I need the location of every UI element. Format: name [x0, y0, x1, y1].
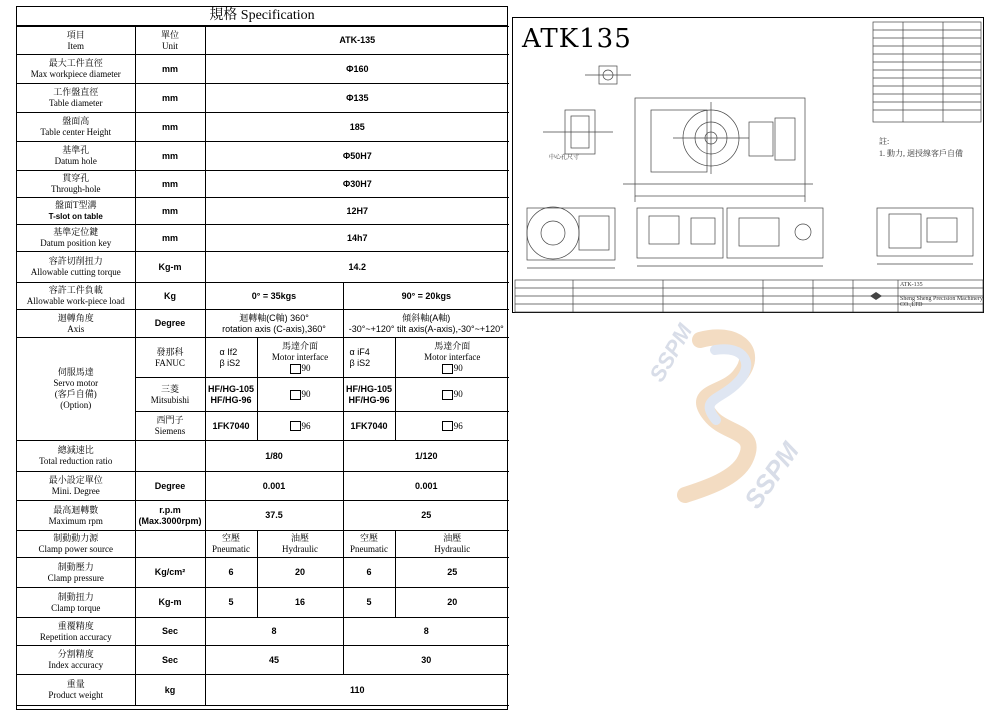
- table-row: 最大工件直徑 Max workpiece diameter mm Φ160: [17, 55, 509, 84]
- drawing-caption: 中心孔尺寸: [549, 155, 580, 161]
- table-row: 容許工件負載 Allowable work-piece load Kg 0° = 35kgs 90° = 20kgs: [17, 283, 509, 310]
- table-row: 最高迴轉數 Maximum rpm r.p.m (Max.3000rpm) 37.5 25: [17, 501, 509, 531]
- model-name: ATK-135: [205, 27, 509, 55]
- checkbox-icon: [290, 390, 301, 400]
- spec-title: 規格 Specification: [17, 7, 507, 26]
- table-row: 制動扭力 Clamp torque Kg-m 5 16 5 20: [17, 588, 509, 618]
- drawing-title: ATK135: [522, 24, 632, 54]
- table-row: 重覆精度 Repetition accuracy Sec 8 8: [17, 618, 509, 646]
- table-row: 最小設定單位 Mini. Degree Degree 0.001 0.001: [17, 472, 509, 501]
- table-row: 分割精度 Index accuracy Sec 45 30: [17, 646, 509, 675]
- checkbox-icon: [442, 364, 453, 374]
- table-row: 伺服馬達 Servo motor (客戶自備) (Option) 發那科 FANUC α If2 β iS2 馬達介面 Motor interface 90 α iF4 β iS2 馬達介面 Motor interface 90: [17, 338, 509, 378]
- specification-sheet: [16, 6, 508, 710]
- spec-table: [17, 26, 509, 706]
- checkbox-icon: [290, 421, 301, 431]
- checkbox-icon: [442, 390, 453, 400]
- drawing-code: ATK-135: [900, 282, 923, 288]
- table-row: 總減速比 Total reduction ratio 1/80 1/120: [17, 441, 509, 472]
- drawing-note: 1. 動力, 迴授線客戶自備: [879, 149, 963, 158]
- table-row: 三菱 Mitsubishi HF/HG-105 HF/HG-96 90 HF/HG-105 HF/HG-96 90: [17, 378, 509, 412]
- checkbox-icon: [442, 421, 453, 431]
- table-row: 貫穿孔 Through-hole mm Φ30H7: [17, 171, 509, 198]
- header-unit: 單位: [160, 29, 179, 40]
- table-row: 項目 Item 單位 Unit ATK-135: [17, 27, 509, 55]
- header-item: 項目: [66, 29, 85, 40]
- table-row: 工作盤直徑 Table diameter mm Φ135: [17, 84, 509, 113]
- table-row: 基準孔 Datum hole mm Φ50H7: [17, 142, 509, 171]
- table-row: 盤面高 Table center Height mm 185: [17, 113, 509, 142]
- table-row: 盤面T型溝 T-slot on table mm 12H7: [17, 198, 509, 225]
- checkbox-icon: [290, 364, 301, 374]
- table-row: 重量 Product weight kg 110: [17, 675, 509, 706]
- table-row: 基準定位鍵 Datum position key mm 14h7: [17, 225, 509, 252]
- drawing-lines: [513, 18, 985, 314]
- watermark-text: SSPM: [644, 319, 698, 387]
- table-row: 制動壓力 Clamp pressure Kg/cm² 6 20 6 25: [17, 558, 509, 588]
- technical-drawing: [512, 17, 984, 313]
- drawing-note-label: 註:: [879, 137, 890, 146]
- company-name: Sheng Sheng Precision Machinery CO.,LTD: [900, 296, 983, 308]
- table-row: 制動動力源 Clamp power source 空壓 Pneumatic 油壓 Hydraulic 空壓 Pneumatic 油壓 Hydraulic: [17, 531, 509, 558]
- sspm-watermark: [640, 320, 810, 520]
- watermark-text: SSPM: [738, 436, 805, 514]
- table-row: 迴轉角度 Axis Degree 迴轉軸(C軸) 360° rotation axis (C-axis),360° 傾斜軸(A軸) -30°~+120° tilt axis(A-axis),-30°~+120°: [17, 310, 509, 338]
- table-row: 容許切削扭力 Allowable cutting torque Kg-m 14.2: [17, 252, 509, 283]
- table-row: 西門子 Siemens 1FK7040 96 1FK7040 96: [17, 412, 509, 441]
